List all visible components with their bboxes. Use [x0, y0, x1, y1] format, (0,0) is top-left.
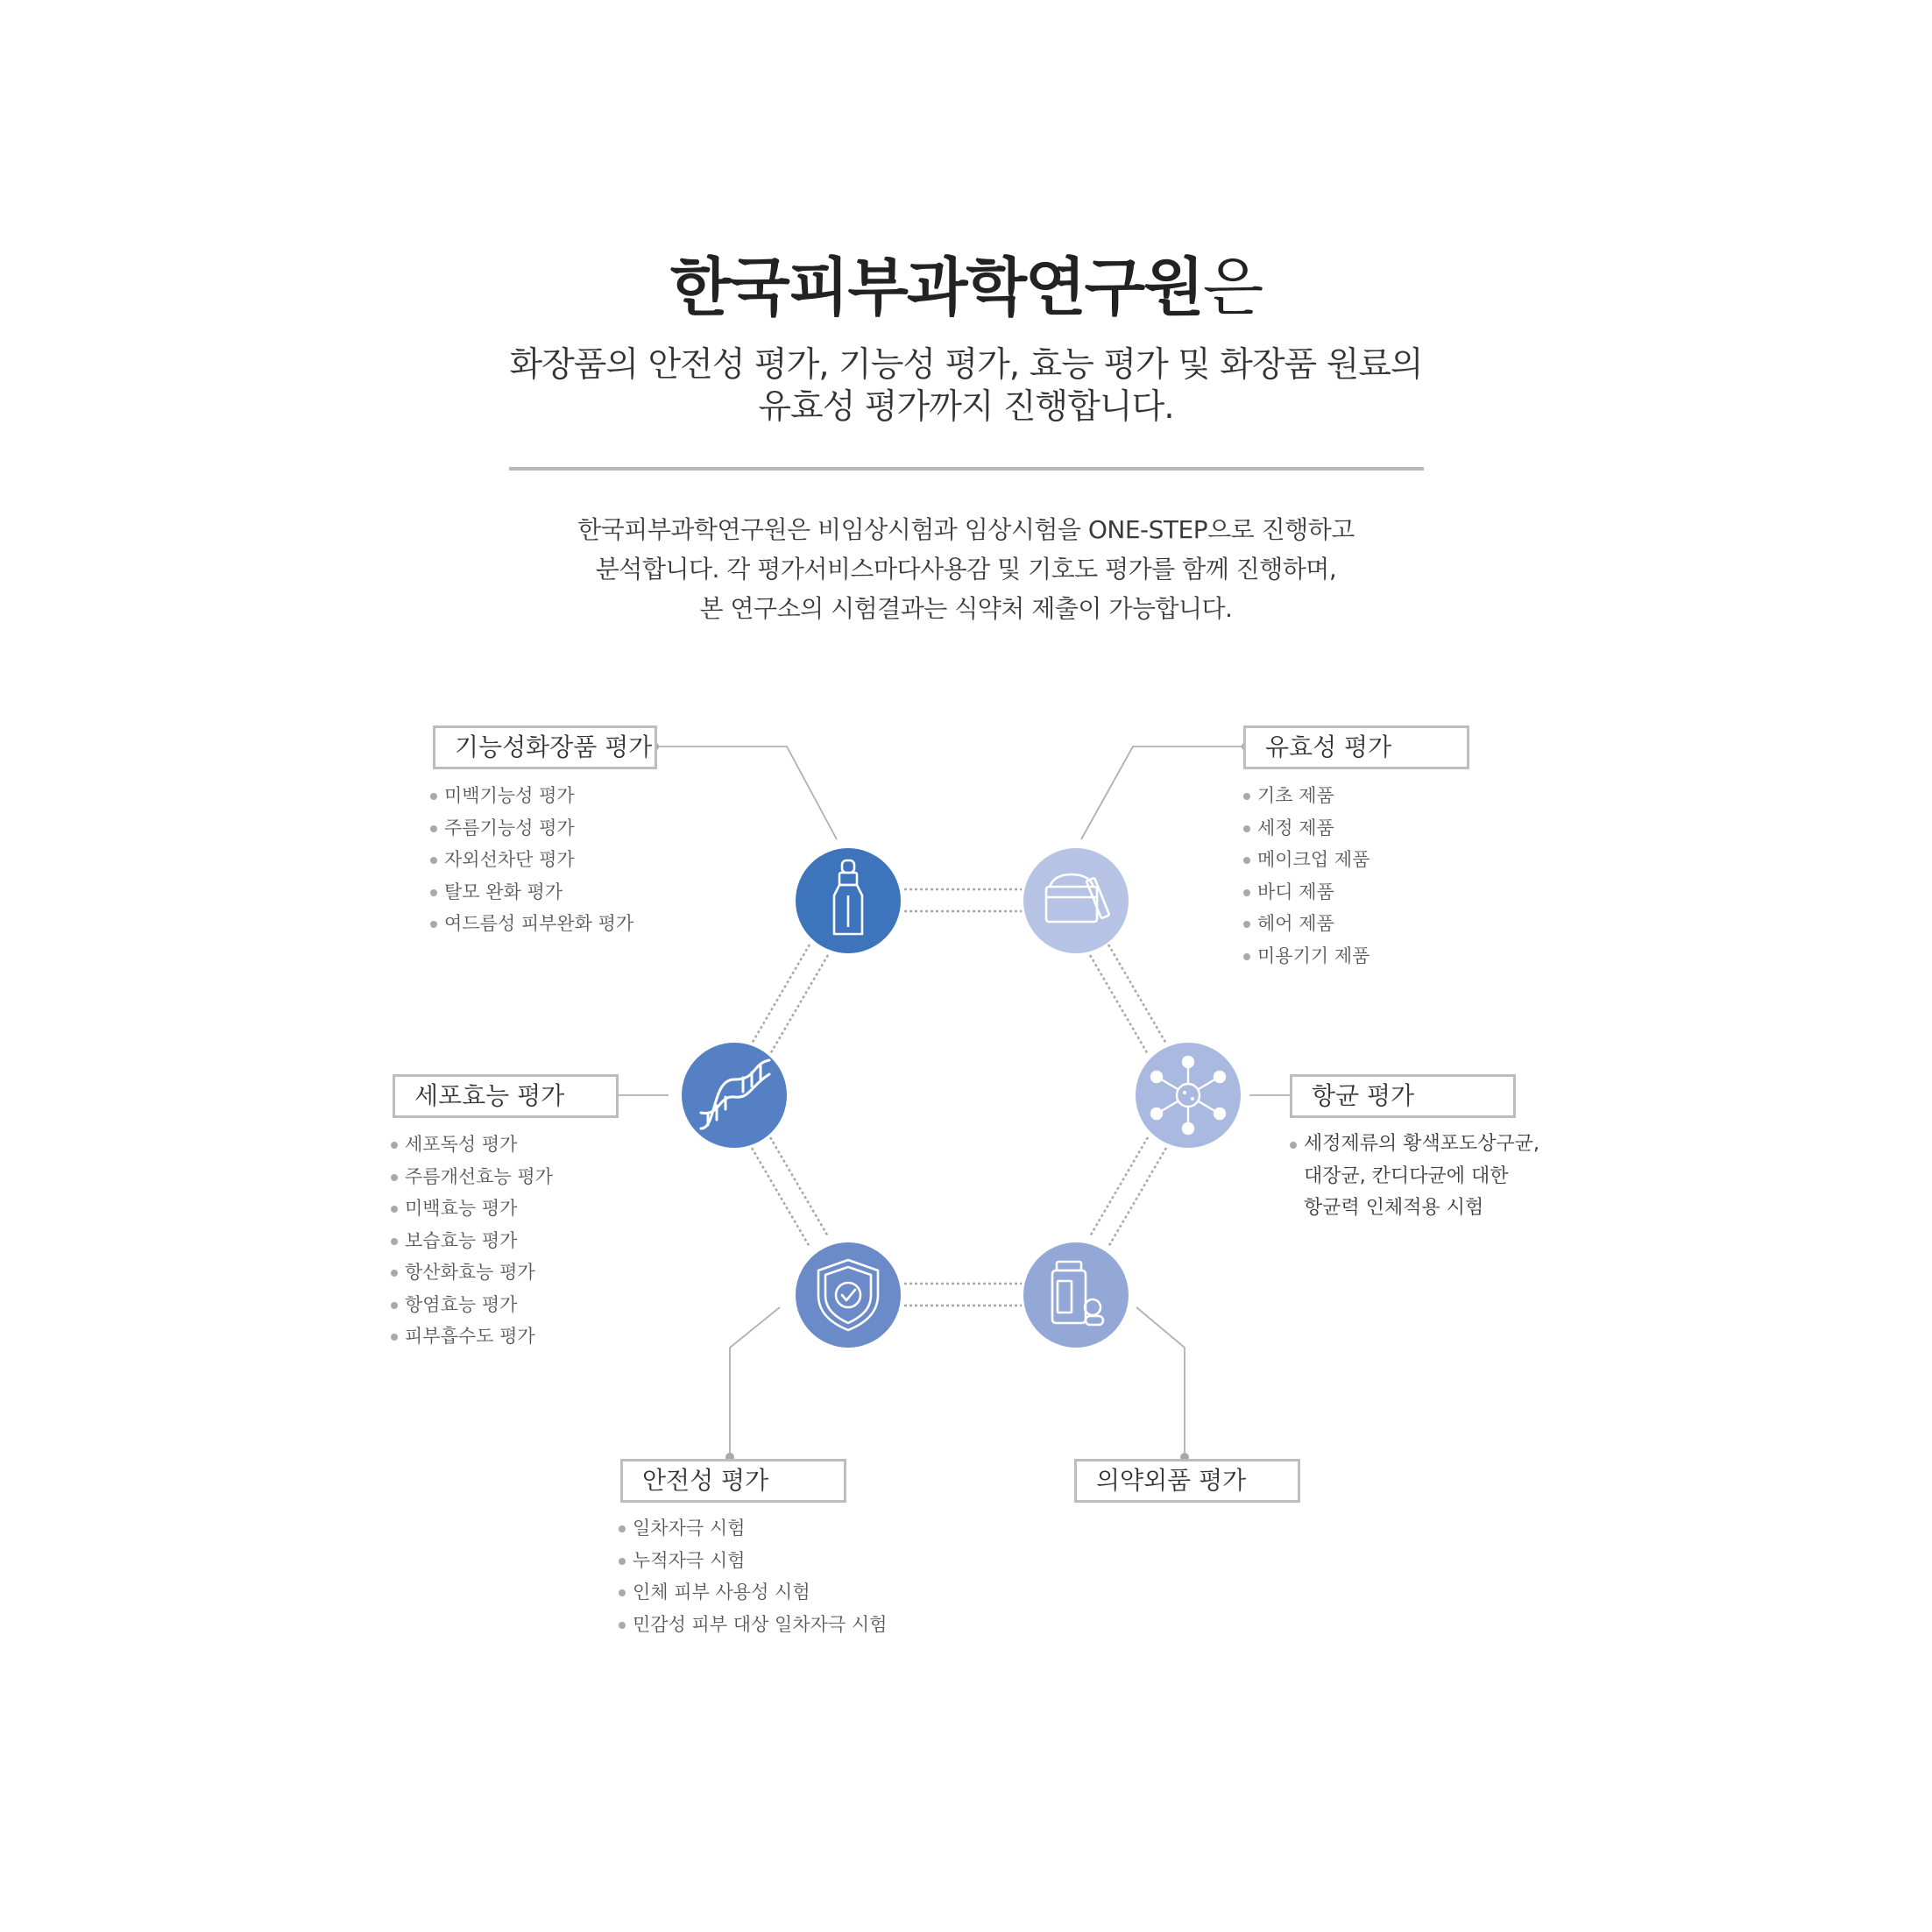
list-item: 세정 제품: [1243, 812, 1369, 845]
connector-efficacy: [1081, 747, 1246, 839]
description-line-2: 분석합니다. 각 평가서비스마다사용감 및 기호도 평가를 함께 진행하며,: [595, 555, 1337, 584]
bullet-dot: [430, 889, 437, 896]
list-item: 세정제류의 황색포도상구균,: [1290, 1129, 1539, 1161]
list-functional: [430, 780, 633, 940]
link-left-bottom-b: [770, 1137, 828, 1236]
title-main: 한국피부과학연구원: [669, 251, 1203, 324]
node-functional: [796, 848, 901, 953]
list-item: 헤어 제품: [1243, 908, 1369, 940]
bullet-dot: [391, 1206, 398, 1213]
bullet-dot: [619, 1589, 626, 1596]
bullet-dot: [1243, 793, 1250, 800]
bullet-dot: [391, 1270, 398, 1277]
list-item: 세포독성 평가: [391, 1129, 553, 1161]
connector-functional: [655, 747, 837, 839]
description-line-1: 한국피부과학연구원은 비임상시험과 임상시험을 ONE-STEP으로 진행하고: [577, 515, 1355, 544]
list-item: 주름기능성 평가: [430, 812, 633, 845]
node-safety-circle: [796, 1242, 901, 1348]
category-box-efficacy: 유효성 평가: [1243, 725, 1469, 769]
node-safety: [796, 1242, 901, 1348]
bullet-dot: [430, 921, 437, 928]
category-box-quasi-drug: 의약외품 평가: [1074, 1459, 1300, 1503]
bullet-dot: [391, 1334, 398, 1341]
list-item: 누적자극 시험: [619, 1545, 887, 1577]
node-antibacterial: [1136, 1043, 1241, 1148]
category-box-functional: 기능성화장품 평가: [433, 725, 657, 769]
list-item: 주름개선효능 평가: [391, 1161, 553, 1193]
bullet-dot: [1243, 889, 1250, 896]
category-box-cell: 세포효능 평가: [393, 1074, 619, 1118]
bullet-dot: [430, 857, 437, 864]
subtitle-line-2: 유효성 평가까지 진행합니다.: [758, 387, 1174, 427]
link-left-bottom-a: [752, 1148, 810, 1247]
link-right-top-b: [1090, 955, 1148, 1054]
link-right-top-a: [1108, 945, 1166, 1044]
bullet-dot: [1243, 825, 1250, 832]
list-item: 인체 피부 사용성 시험: [619, 1576, 887, 1609]
list-item: 미백효능 평가: [391, 1192, 553, 1225]
category-box-antibacterial: 항균 평가: [1290, 1074, 1516, 1118]
bullet-dot: [430, 825, 437, 832]
link-left-top-b: [770, 955, 828, 1054]
bullet-dot: [1290, 1142, 1297, 1149]
connector-safety: [730, 1307, 780, 1457]
list-item: 항균력 인체적용 시험: [1304, 1197, 1484, 1219]
list-item: 피부흡수도 평가: [391, 1320, 553, 1353]
subtitle-line-1: 화장품의 안전성 평가, 기능성 평가, 효능 평가 및 화장품 원료의: [509, 345, 1423, 385]
list-item: 미용기기 제품: [1243, 940, 1369, 973]
link-right-bottom-b: [1090, 1137, 1148, 1236]
list-item: 자외선차단 평가: [430, 844, 633, 876]
connector-quasi-drug: [1136, 1307, 1185, 1457]
link-left-top-a: [752, 945, 810, 1044]
bullet-dot: [1243, 921, 1250, 928]
bullet-dot: [619, 1558, 626, 1565]
list-item: 메이크업 제품: [1243, 844, 1369, 876]
node-efficacy: [1023, 848, 1129, 953]
bullet-dot: [391, 1302, 398, 1309]
bullet-dot: [1243, 953, 1250, 960]
list-item: 기초 제품: [1243, 780, 1369, 812]
node-cell-circle: [682, 1043, 787, 1148]
list-item: 일차자극 시험: [619, 1512, 887, 1545]
bullet-dot: [1243, 857, 1250, 864]
list-efficacy: [1243, 780, 1369, 972]
list-cell: [391, 1129, 553, 1353]
list-item: 대장균, 칸디다균에 대한: [1304, 1164, 1509, 1187]
bullet-dot: [619, 1525, 626, 1532]
list-item: 바디 제품: [1243, 876, 1369, 909]
description-line-3: 본 연구소의 시험결과는 식약처 제출이 가능합니다.: [699, 594, 1233, 623]
list-item: 보습효능 평가: [391, 1225, 553, 1257]
bullet-dot: [619, 1622, 626, 1629]
list-item: 항염효능 평가: [391, 1289, 553, 1321]
category-box-safety: 안전성 평가: [620, 1459, 846, 1503]
bullet-dot: [391, 1142, 398, 1149]
list-item: 탈모 완화 평가: [430, 876, 633, 909]
bullet-dot: [430, 793, 437, 800]
list-item: 민감성 피부 대상 일차자극 시험: [619, 1609, 887, 1641]
list-item: 여드름성 피부완화 평가: [430, 908, 633, 940]
list-item: 미백기능성 평가: [430, 780, 633, 812]
link-right-bottom-a: [1108, 1148, 1166, 1247]
node-cell: [682, 1043, 787, 1148]
bullet-dot: [391, 1174, 398, 1181]
list-item: 항산화효능 평가: [391, 1256, 553, 1289]
list-antibacterial: [1290, 1129, 1539, 1225]
node-efficacy-circle: [1023, 848, 1129, 953]
node-quasi-drug-circle: [1023, 1242, 1129, 1348]
list-safety: [619, 1512, 887, 1640]
node-quasi-drug: [1023, 1242, 1129, 1348]
hexagon-links: [752, 889, 1166, 1306]
title-suffix: 은: [1202, 251, 1263, 324]
bullet-dot: [391, 1238, 398, 1245]
